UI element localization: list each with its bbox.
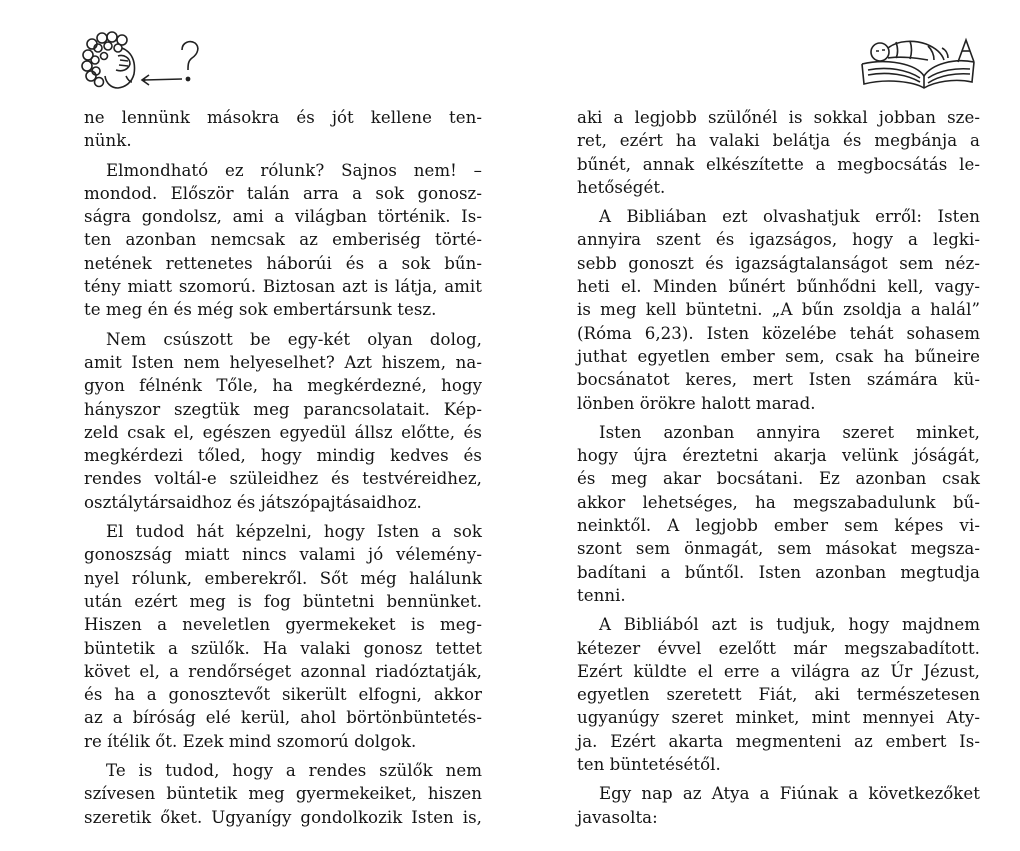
text-line: te meg én és még sok embertársunk tesz. bbox=[84, 300, 437, 320]
text-line: Elmondható ez rólunk? Sajnos nem! – bbox=[106, 160, 482, 180]
text-line: ugyanúgy szeret minket, mint mennyei Aty- bbox=[577, 708, 980, 728]
thinking-head-question-icon bbox=[78, 30, 213, 95]
text-line: lönben örökre halott marad. bbox=[577, 393, 816, 413]
text-line: juthat egyetlen ember sem, csak ha bűneire bbox=[577, 346, 980, 366]
text-line: rendes voltál-e szüleidhez és testvéreidhez, bbox=[84, 469, 482, 489]
text-line: javasolta: bbox=[577, 807, 658, 827]
text-line: ten büntetésétől. bbox=[577, 755, 721, 775]
text-line: (Róma 6,23). Isten közelébe tehát sohasem bbox=[577, 323, 980, 343]
text-line: badítani a bűntől. Isten azonban megtudja bbox=[577, 562, 980, 582]
text-line: nünk. bbox=[84, 131, 132, 151]
text-line: aki a legjobb szülőnél is sokkal jobban sze- bbox=[577, 108, 980, 127]
text-line: bocsánatot keres, mert Isten számára kü- bbox=[577, 370, 980, 390]
text-line: heti el. Minden bűnért bűnhődni kell, vagy- bbox=[577, 277, 980, 297]
text-line: Egy nap az Atya a Fiúnak a következőket bbox=[599, 784, 980, 804]
text-line: osztálytársaidhoz és játszópajtásaidhoz. bbox=[84, 492, 422, 512]
text-line: bűnét, annak elkészítette a megbocsátás le- bbox=[577, 154, 980, 174]
text-line: szeretik őket. Ugyanígy gondolkozik Isten is, bbox=[84, 807, 482, 827]
text-line: egyetlen szeretett Fiát, aki természetesen bbox=[577, 685, 980, 705]
text-line: ja. Ezért akarta megmenteni az embert Is- bbox=[577, 731, 980, 751]
text-line: Ezért küldte el erre a világra az Úr Jézust, bbox=[577, 661, 980, 681]
text-line: annyira szent és igazságos, hogy a legki- bbox=[577, 230, 980, 250]
text-line: büntetik a szülők. Ha valaki gonosz tettet bbox=[84, 638, 482, 658]
sleeping-on-book-icon bbox=[858, 28, 978, 90]
left-page-text bbox=[84, 106, 482, 829]
text-line: is meg kell büntetni. „A bűn zsoldja a halál” bbox=[577, 300, 980, 320]
text-line: amit Isten nem helyeselhet? Azt hiszem, na- bbox=[84, 352, 482, 372]
text-line: szont sem önmagát, sem másokat megsza- bbox=[577, 539, 980, 559]
text-line: ten azonban nemcsak az emberiség törté- bbox=[84, 230, 482, 250]
text-line: El tudod hát képzelni, hogy Isten a sok bbox=[106, 522, 482, 542]
text-line: szívesen büntetik meg gyermekeiket, hiszen bbox=[84, 784, 482, 804]
text-line: akkor lehetséges, ha megszabadulunk bű- bbox=[577, 492, 980, 512]
text-line: gonoszság miatt nincs valami jó vélemény- bbox=[84, 545, 482, 565]
text-line: megkérdezi tőled, hogy mindig kedves és bbox=[84, 446, 482, 466]
text-line: ret, ezért ha valaki belátja és megbánja a bbox=[577, 131, 980, 151]
text-line: A Bibliában ezt olvashatjuk erről: Isten bbox=[599, 207, 980, 227]
text-line: mondod. Először talán arra a sok gonosz- bbox=[84, 183, 482, 203]
text-line: sebb gonoszt és igazságtalanságot sem néz- bbox=[577, 253, 980, 273]
text-line: re ítélik őt. Ezek mind szomorú dolgok. bbox=[84, 731, 417, 751]
text-line: kétezer évvel ezelőtt már megszabadított. bbox=[577, 638, 980, 658]
text-line: Isten azonban annyira szeret minket, bbox=[599, 422, 980, 442]
text-line: hányszor szegtük meg parancsolatait. Kép- bbox=[84, 399, 482, 419]
text-line: ne lennünk másokra és jót kellene ten- bbox=[84, 108, 482, 127]
text-line: netének rettenetes háborúi és a sok bűn- bbox=[84, 253, 482, 273]
text-line: tenni. bbox=[577, 585, 626, 605]
text-line: A Bibliából azt is tudjuk, hogy majdnem bbox=[599, 615, 980, 635]
text-line: után ezért meg is fog büntetni bennünket. bbox=[84, 591, 482, 611]
right-page-text bbox=[577, 106, 980, 829]
text-line: gyon félnénk Tőle, ha megkérdezné, hogy bbox=[84, 376, 482, 396]
text-line: Hiszen a neveletlen gyermekeket is meg- bbox=[84, 615, 482, 635]
text-line: az a bíróság elé kerül, ahol börtönbüntetés- bbox=[84, 708, 482, 728]
text-line: nyel rólunk, emberekről. Sőt még halálunk bbox=[84, 568, 482, 588]
text-line: Nem csúszott be egy-két olyan dolog, bbox=[106, 329, 482, 349]
text-line: követ el, a rendőrséget azonnal riadóztatják, bbox=[84, 661, 482, 681]
text-line: zeld csak el, egészen egyedül állsz előtte, és bbox=[84, 422, 482, 442]
text-line: Te is tudod, hogy a rendes szülők nem bbox=[106, 761, 482, 781]
text-line: és meg akar bocsátani. Ez azonban csak bbox=[577, 469, 980, 489]
text-line: hetőségét. bbox=[577, 177, 666, 197]
text-line: hogy újra éreztetni akarja velünk jóságát, bbox=[577, 446, 980, 466]
text-line: tény miatt szomorú. Biztosan azt is látja, amit bbox=[84, 277, 482, 297]
text-line: neinktől. A legjobb ember sem képes vi- bbox=[577, 516, 980, 536]
text-line: és ha a gonosztevőt sikerült elfogni, akkor bbox=[84, 685, 482, 705]
text-line: ságra gondolsz, ami a világban történik. Is- bbox=[84, 207, 482, 227]
